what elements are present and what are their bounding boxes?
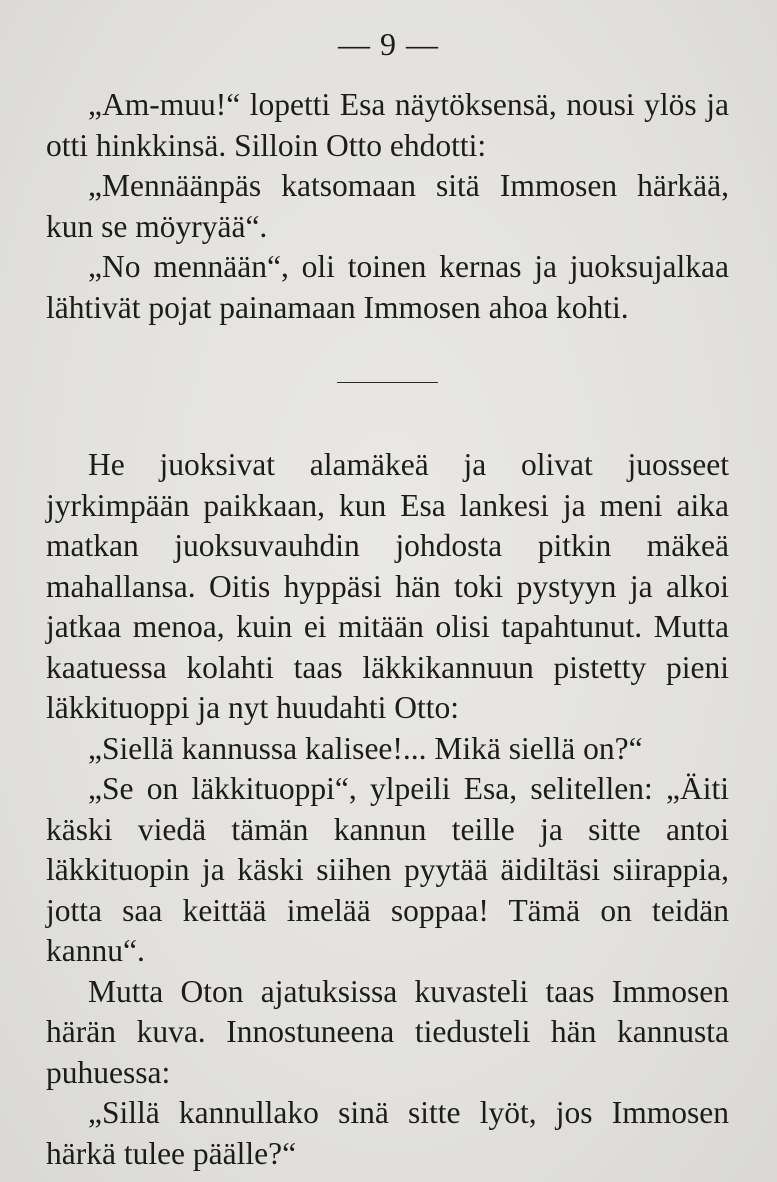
section-divider xyxy=(337,382,438,383)
paragraph: Mutta Oton ajatuksissa kuvasteli taas Immosen härän kuva. Innostuneena tiedusteli hän kannusta puhuessa: xyxy=(46,973,729,1090)
paragraph: „Siellä kannussa kalisee!... Mikä siellä on?“ xyxy=(88,730,643,766)
paragraph: „Sillä kannullako sinä sitte lyöt, jos Immosen härkä tulee päälle?“ xyxy=(46,1095,729,1171)
paragraph: „Mennäänpäs katsomaan sitä Immosen härkää, kun se möyryää“. xyxy=(46,168,729,244)
page-number: — 9 — xyxy=(338,26,439,62)
text-block-2 xyxy=(46,445,729,1174)
paragraph: „No mennään“, oli toinen kernas ja juoksujalkaa lähtivät pojat painamaan Immosen ahoa kohti. xyxy=(46,249,729,325)
paragraph: „Se on läkkituoppi“, ylpeili Esa, selitellen: „Äiti käski viedä tämän kannun teille ja sitte antoi läkkituopin ja käski siihen pyytää äidiltäsi siirappia, jotta saa keittää imelää soppaa! Tämä on teidän kannu“. xyxy=(46,771,729,968)
paragraph: He juoksivat alamäkeä ja olivat juosseet jyrkimpään paikkaan, kun Esa lankesi ja meni aika matkan juoksuvauhdin johdosta pitkin mäkeä mahallansa. Oitis hyppäsi hän toki pystyyn ja alkoi jatkaa menoa, kuin ei mitään olisi tapahtunut. Mutta kaatuessa kolahti taas läkkikannuun pistetty pieni läkkituoppi ja nyt huudahti Otto: xyxy=(46,447,729,725)
paragraph: „Am-muu!“ lopetti Esa näytöksensä, nousi ylös ja otti hinkkinsä. Silloin Otto ehdotti: xyxy=(46,87,729,163)
text-block-1 xyxy=(46,85,729,328)
